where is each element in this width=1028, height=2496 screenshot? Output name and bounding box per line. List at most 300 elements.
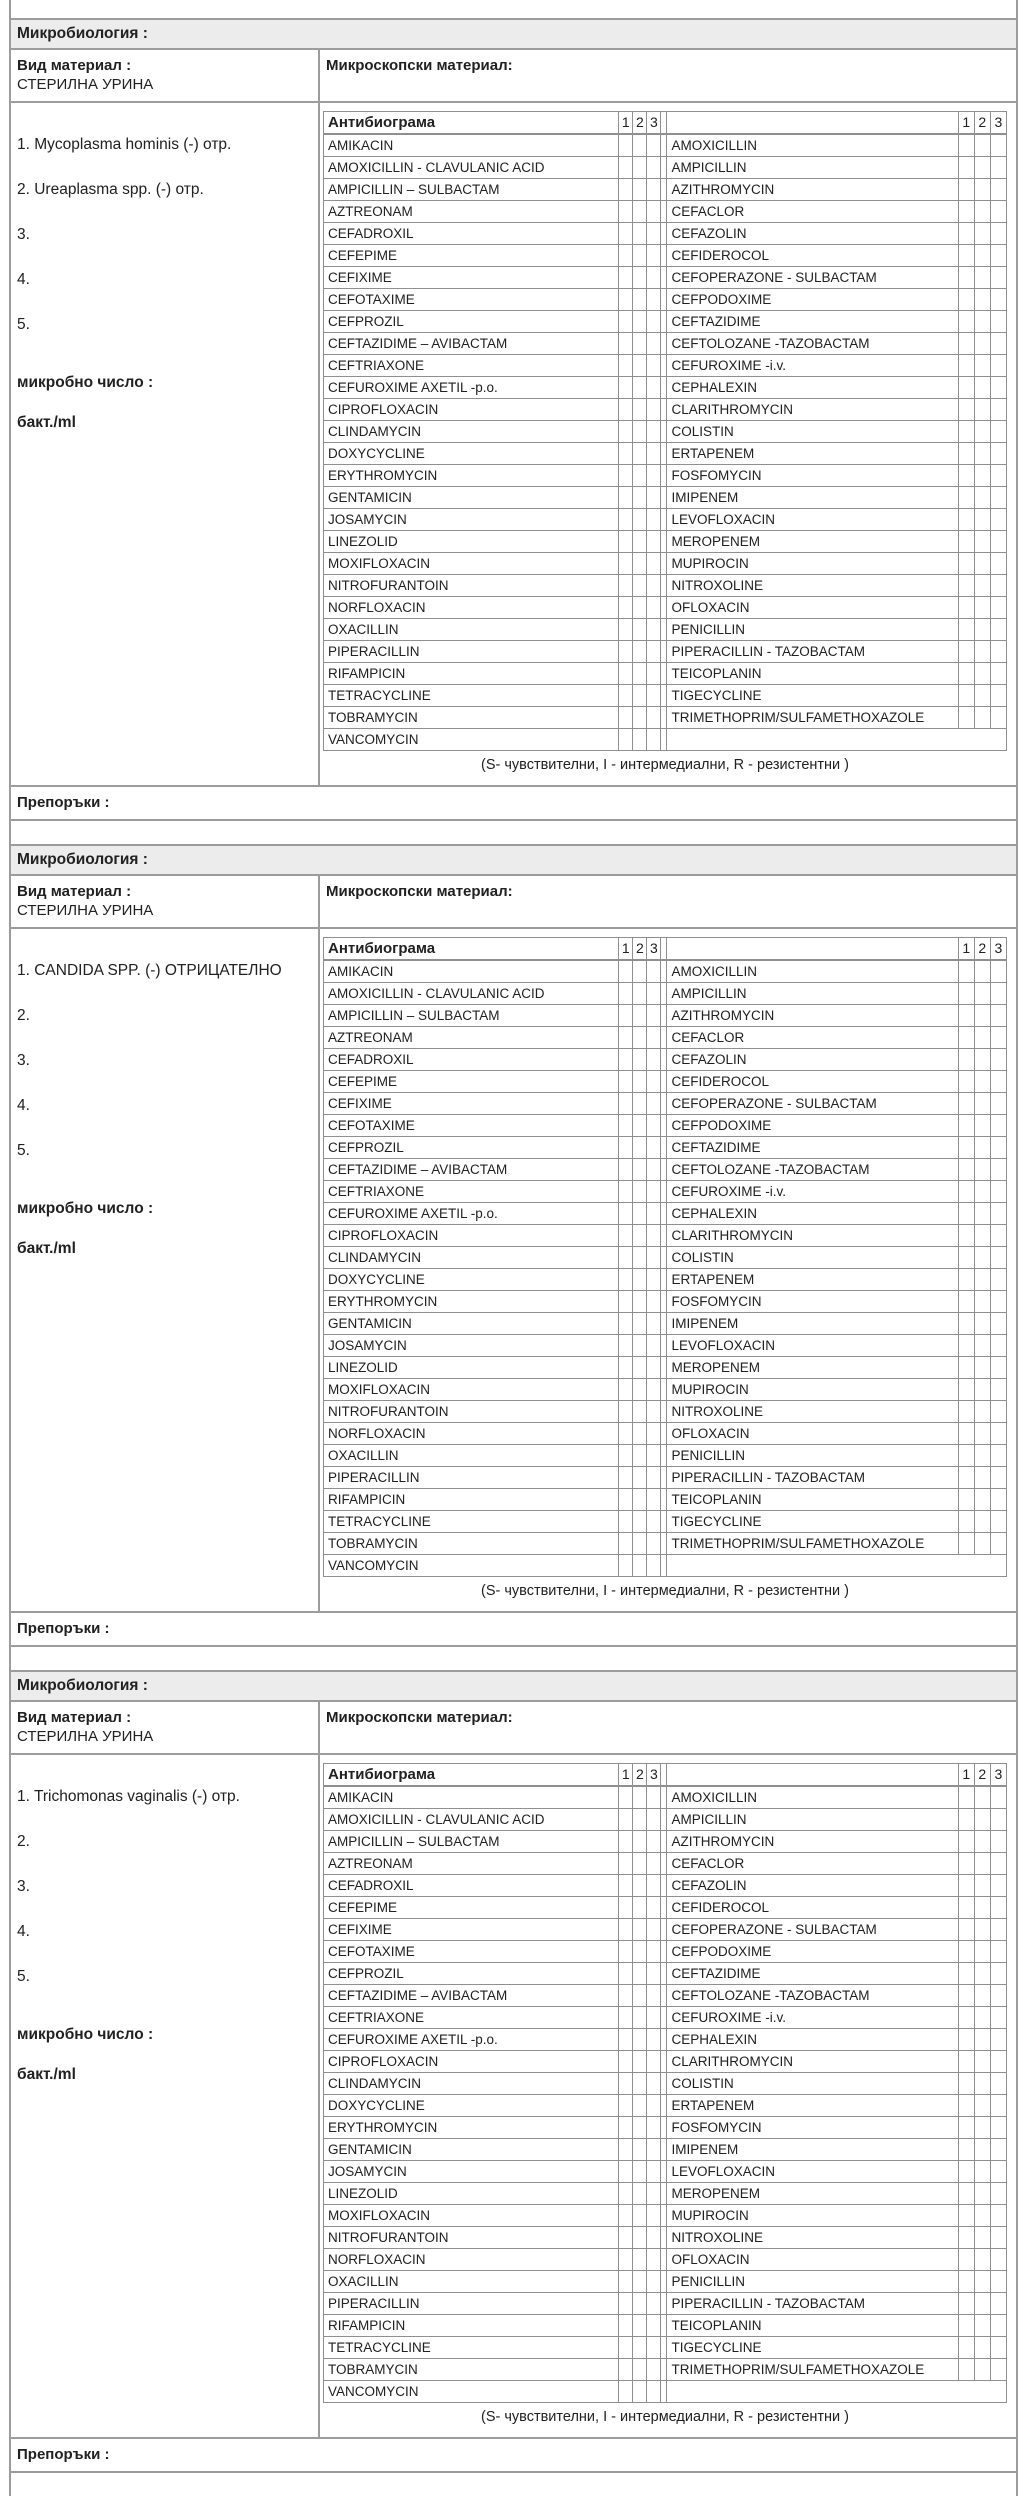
antibiotic-name: CEFTAZIDIME [667, 1963, 958, 1985]
antibiogram-row [324, 1401, 1007, 1423]
result-cell [619, 2315, 633, 2337]
result-cell [647, 2271, 661, 2293]
result-cell [633, 1071, 647, 1093]
result-cell [647, 553, 661, 575]
result-cell [974, 1225, 990, 1247]
result-cell [633, 1853, 647, 1875]
result-cell [990, 619, 1006, 641]
result-cell [633, 729, 647, 751]
result-cell [619, 487, 633, 509]
result-cell [633, 465, 647, 487]
result-cell [990, 1941, 1006, 1963]
antibiogram-row [324, 1357, 1007, 1379]
previous-section-remnant [11, 0, 1016, 18]
result-cell [619, 1093, 633, 1115]
antibiogram-row [324, 2161, 1007, 2183]
result-cell [647, 134, 661, 157]
antibiotic-name: AMOXICILLIN [667, 1786, 958, 1809]
antibiogram-header-row [324, 938, 1007, 961]
result-cell [974, 201, 990, 223]
result-cell [958, 333, 974, 355]
antibiogram-row [324, 1093, 1007, 1115]
result-cell [958, 1511, 974, 1533]
antibiotic-name: DOXYCYCLINE [324, 1269, 619, 1291]
result-cell [633, 1291, 647, 1313]
antibiotic-name: VANCOMYCIN [324, 2381, 619, 2403]
result-cell [958, 983, 974, 1005]
antibiotic-name: CEFUROXIME AXETIL -p.o. [324, 1203, 619, 1225]
result-cell [974, 685, 990, 707]
result-cell [990, 1467, 1006, 1489]
antibiotic-name: AMPICILLIN – SULBACTAM [324, 1005, 619, 1027]
result-cell [619, 289, 633, 311]
antibiogram-row [324, 333, 1007, 355]
result-cell [990, 1269, 1006, 1291]
result-cell [619, 575, 633, 597]
result-cell [974, 2007, 990, 2029]
antibiotic-name: TOBRAMYCIN [324, 707, 619, 729]
result-cell [647, 1489, 661, 1511]
antibiotic-name: CLINDAMYCIN [324, 1247, 619, 1269]
antibiotic-name: CIPROFLOXACIN [324, 2051, 619, 2073]
result-cell [633, 267, 647, 289]
result-cell [990, 289, 1006, 311]
antibiogram-row [324, 1786, 1007, 1809]
result-cell [958, 575, 974, 597]
result-cell [619, 1533, 633, 1555]
result-cell [990, 2359, 1006, 2381]
result-cell [619, 729, 633, 751]
result-cell [619, 157, 633, 179]
result-cell [633, 1489, 647, 1511]
antibiogram-row [324, 1049, 1007, 1071]
result-cell [647, 443, 661, 465]
result-cell [958, 1335, 974, 1357]
result-cell [647, 707, 661, 729]
result-cell [958, 421, 974, 443]
result-cell [990, 1225, 1006, 1247]
result-cell [633, 707, 647, 729]
result-cell [619, 509, 633, 531]
result-cell [633, 333, 647, 355]
result-cell [958, 1809, 974, 1831]
result-cell [619, 1357, 633, 1379]
material-type-label: Вид материал : [17, 883, 132, 900]
result-cell [633, 1533, 647, 1555]
results-row [11, 103, 1016, 787]
result-cell [633, 2249, 647, 2271]
result-cell [974, 960, 990, 983]
result-cell [958, 201, 974, 223]
result-cell [990, 2095, 1006, 2117]
result-cell [990, 1445, 1006, 1467]
result-cell [958, 289, 974, 311]
antibiotic-name: AMIKACIN [324, 960, 619, 983]
result-cell [633, 1897, 647, 1919]
result-cell [647, 1786, 661, 1809]
antibiogram-row [324, 289, 1007, 311]
antibiotic-name: COLISTIN [667, 1247, 958, 1269]
antibiogram-table [323, 111, 1007, 751]
antibiotic-name: CEPHALEXIN [667, 377, 958, 399]
result-cell [958, 1919, 974, 1941]
microbiology-section [11, 1670, 1016, 2473]
result-cell [958, 1489, 974, 1511]
antibiogram-row [324, 421, 1007, 443]
result-cell [647, 1919, 661, 1941]
result-cell [974, 1115, 990, 1137]
result-cell [619, 1831, 633, 1853]
result-cell [619, 2095, 633, 2117]
result-cell [974, 1963, 990, 1985]
antibiotic-name: AZITHROMYCIN [667, 1831, 958, 1853]
material-type-value: СТЕРИЛНА УРИНА [17, 902, 154, 919]
antibiotic-name: IMIPENEM [667, 1313, 958, 1335]
result-cell [990, 1831, 1006, 1853]
result-cell [647, 1071, 661, 1093]
section-title-bar [11, 1670, 1016, 1702]
antibiogram-row [324, 1269, 1007, 1291]
result-cell [633, 1247, 647, 1269]
result-cell [974, 1049, 990, 1071]
result-cell [958, 1313, 974, 1335]
material-row [11, 50, 1016, 103]
antibiotic-name: CEFAZOLIN [667, 223, 958, 245]
organism-item: 2. [17, 1007, 30, 1024]
antibiotic-name: CEFUROXIME -i.v. [667, 2007, 958, 2029]
antibiogram-row [324, 685, 1007, 707]
antibiotic-name: OXACILLIN [324, 2271, 619, 2293]
result-cell [990, 1919, 1006, 1941]
result-cell [990, 1093, 1006, 1115]
result-cell [633, 1919, 647, 1941]
antibiotic-name: CEFUROXIME -i.v. [667, 1181, 958, 1203]
result-cell [990, 157, 1006, 179]
antibiotic-name: CEFTRIAXONE [324, 355, 619, 377]
antibiotic-name: PIPERACILLIN [324, 2293, 619, 2315]
antibiotic-name: CLARITHROMYCIN [667, 399, 958, 421]
result-cell [990, 2337, 1006, 2359]
result-cell [633, 575, 647, 597]
result-cell [958, 597, 974, 619]
result-cell [647, 487, 661, 509]
result-cell [974, 333, 990, 355]
result-cell [990, 1005, 1006, 1027]
result-cell [958, 1445, 974, 1467]
result-cell [974, 641, 990, 663]
antibiotic-name: AZTREONAM [324, 1027, 619, 1049]
result-cell [647, 201, 661, 223]
result-cell [647, 399, 661, 421]
result-cell [647, 1941, 661, 1963]
result-cell [958, 487, 974, 509]
result-cell [990, 421, 1006, 443]
result-cell [990, 509, 1006, 531]
microbial-count-unit: бакт./ml [17, 2066, 76, 2083]
result-column-header: 1 [619, 112, 633, 135]
result-cell [647, 2337, 661, 2359]
result-cell [974, 311, 990, 333]
result-cell [633, 1005, 647, 1027]
microbial-count-label: микробно число : [17, 374, 154, 391]
result-cell [647, 267, 661, 289]
microscopy-cell [320, 876, 1016, 927]
result-cell [974, 2139, 990, 2161]
antibiotic-name: CEFTOLOZANE -TAZOBACTAM [667, 333, 958, 355]
result-cell [990, 1027, 1006, 1049]
result-cell [974, 1533, 990, 1555]
result-cell [958, 1533, 974, 1555]
result-cell [990, 1401, 1006, 1423]
section-gap [11, 821, 1016, 844]
result-cell [974, 2029, 990, 2051]
result-cell [647, 729, 661, 751]
antibiotic-name: CEFTAZIDIME – AVIBACTAM [324, 333, 619, 355]
result-cell [647, 2073, 661, 2095]
result-cell [619, 2051, 633, 2073]
result-cell [974, 2315, 990, 2337]
organism-item: 3. [17, 1878, 30, 1895]
result-cell [958, 1181, 974, 1203]
result-cell [990, 2293, 1006, 2315]
result-cell [647, 1467, 661, 1489]
result-cell [647, 311, 661, 333]
result-cell [633, 1379, 647, 1401]
result-cell [633, 2337, 647, 2359]
material-type-cell [11, 876, 320, 927]
antibiogram-title-right-spacer [667, 1764, 958, 1787]
result-cell [990, 1071, 1006, 1093]
antibiotic-name: MOXIFLOXACIN [324, 2205, 619, 2227]
result-cell [647, 1875, 661, 1897]
result-cell [619, 399, 633, 421]
antibiogram-row [324, 1027, 1007, 1049]
result-cell [647, 2183, 661, 2205]
result-cell [633, 245, 647, 267]
antibiotic-name: CEFOTAXIME [324, 1115, 619, 1137]
result-cell [974, 377, 990, 399]
material-type-value: СТЕРИЛНА УРИНА [17, 1728, 154, 1745]
antibiogram-row [324, 157, 1007, 179]
antibiogram-row [324, 2271, 1007, 2293]
antibiotic-name: CEFEPIME [324, 1897, 619, 1919]
result-cell [647, 2227, 661, 2249]
result-cell [633, 509, 647, 531]
antibiotic-name: TOBRAMYCIN [324, 1533, 619, 1555]
result-cell [619, 1225, 633, 1247]
result-column-header: 2 [974, 112, 990, 135]
result-cell [633, 311, 647, 333]
antibiotic-name: LEVOFLOXACIN [667, 509, 958, 531]
result-cell [990, 311, 1006, 333]
result-cell [633, 157, 647, 179]
antibiotic-name: GENTAMICIN [324, 2139, 619, 2161]
result-cell [974, 2117, 990, 2139]
result-cell [958, 1941, 974, 1963]
result-cell [619, 201, 633, 223]
antibiotic-name: DOXYCYCLINE [324, 443, 619, 465]
result-cell [619, 1027, 633, 1049]
result-cell [958, 1897, 974, 1919]
result-cell [958, 1247, 974, 1269]
antibiotic-name: AMOXICILLIN - CLAVULANIC ACID [324, 983, 619, 1005]
empty-end-cell [667, 2381, 1007, 2403]
result-cell [647, 1357, 661, 1379]
result-column-header: 3 [647, 938, 661, 961]
result-cell [647, 2381, 661, 2403]
result-cell [619, 2337, 633, 2359]
result-cell [633, 1555, 647, 1577]
result-cell [958, 1115, 974, 1137]
result-cell [633, 1225, 647, 1247]
section-title: Микробиология : [17, 851, 148, 868]
result-cell [990, 1379, 1006, 1401]
result-cell [619, 2073, 633, 2095]
antibiogram-row [324, 619, 1007, 641]
result-cell [974, 1897, 990, 1919]
result-cell [958, 465, 974, 487]
result-cell [974, 2161, 990, 2183]
antibiogram-row [324, 2227, 1007, 2249]
antibiotic-name: CEFPODOXIME [667, 1941, 958, 1963]
result-cell [958, 1203, 974, 1225]
result-cell [958, 2183, 974, 2205]
antibiotic-name: TETRACYCLINE [324, 2337, 619, 2359]
antibiotic-name: TIGECYCLINE [667, 2337, 958, 2359]
result-cell [958, 223, 974, 245]
result-cell [633, 531, 647, 553]
antibiotic-name: ERYTHROMYCIN [324, 1291, 619, 1313]
result-cell [619, 245, 633, 267]
organism-list [11, 1755, 320, 2437]
result-cell [990, 377, 1006, 399]
antibiotic-name: CIPROFLOXACIN [324, 1225, 619, 1247]
antibiotic-name: NITROFURANTOIN [324, 575, 619, 597]
result-cell [958, 509, 974, 531]
antibiotic-name: MEROPENEM [667, 1357, 958, 1379]
antibiogram-row [324, 1159, 1007, 1181]
result-cell [633, 201, 647, 223]
antibiotic-name: CEFOPERAZONE - SULBACTAM [667, 1919, 958, 1941]
result-cell [647, 641, 661, 663]
organism-item: 5. [17, 316, 30, 333]
result-cell [647, 619, 661, 641]
antibiotic-name: OXACILLIN [324, 1445, 619, 1467]
antibiotic-name: CEFIDEROCOL [667, 1897, 958, 1919]
antibiotic-name: CEFTRIAXONE [324, 2007, 619, 2029]
result-cell [647, 2029, 661, 2051]
result-cell [647, 289, 661, 311]
result-cell [990, 553, 1006, 575]
recommendations-row [11, 1613, 1016, 1647]
result-cell [619, 1511, 633, 1533]
antibiotic-name: CEFADROXIL [324, 223, 619, 245]
recommendations-row [11, 787, 1016, 821]
result-cell [958, 267, 974, 289]
antibiotic-name: PIPERACILLIN [324, 1467, 619, 1489]
result-cell [647, 377, 661, 399]
result-cell [619, 2359, 633, 2381]
result-cell [990, 2161, 1006, 2183]
result-cell [619, 619, 633, 641]
result-cell [633, 2073, 647, 2095]
antibiogram-row [324, 1423, 1007, 1445]
result-cell [958, 2007, 974, 2029]
result-cell [974, 1027, 990, 1049]
result-cell [990, 399, 1006, 421]
antibiotic-name: CEFACLOR [667, 1853, 958, 1875]
organism-item: 2. Ureaplasma spp. (-) отр. [17, 181, 204, 198]
result-cell [619, 1401, 633, 1423]
result-cell [990, 2183, 1006, 2205]
antibiotic-name: PIPERACILLIN - TAZOBACTAM [667, 641, 958, 663]
result-cell [633, 641, 647, 663]
result-cell [619, 1181, 633, 1203]
antibiotic-name: AMOXICILLIN [667, 134, 958, 157]
result-cell [633, 1093, 647, 1115]
antibiogram-row [324, 1071, 1007, 1093]
result-cell [633, 1137, 647, 1159]
result-cell [990, 575, 1006, 597]
result-cell [958, 1049, 974, 1071]
result-cell [633, 1401, 647, 1423]
result-cell [958, 134, 974, 157]
antibiotic-name: GENTAMICIN [324, 1313, 619, 1335]
result-cell [974, 1875, 990, 1897]
recommendations-row [11, 2439, 1016, 2473]
antibiotic-name: AMPICILLIN [667, 157, 958, 179]
result-cell [958, 2205, 974, 2227]
result-cell [619, 2183, 633, 2205]
result-cell [974, 1941, 990, 1963]
result-cell [647, 1115, 661, 1137]
result-cell [619, 2249, 633, 2271]
result-cell [647, 960, 661, 983]
result-cell [647, 2117, 661, 2139]
result-cell [958, 2249, 974, 2271]
result-cell [974, 663, 990, 685]
result-cell [974, 1159, 990, 1181]
result-cell [647, 1379, 661, 1401]
antibiogram-row [324, 1875, 1007, 1897]
microbiology-section [11, 844, 1016, 1647]
result-cell [958, 1786, 974, 1809]
result-cell [647, 1809, 661, 1831]
result-cell [619, 1941, 633, 1963]
result-cell [958, 960, 974, 983]
result-cell [647, 1533, 661, 1555]
antibiotic-name: OFLOXACIN [667, 2249, 958, 2271]
result-cell [633, 1445, 647, 1467]
antibiotic-name: CEFPODOXIME [667, 289, 958, 311]
result-cell [647, 509, 661, 531]
sir-legend: (S- чувствителни, I - интермедиални, R - резистентни ) [481, 757, 849, 773]
antibiotic-name: MUPIROCIN [667, 553, 958, 575]
organism-item: 5. [17, 1968, 30, 1985]
result-cell [990, 1159, 1006, 1181]
microscopy-label: Микроскопски материал: [326, 883, 513, 900]
result-cell [974, 2095, 990, 2117]
antibiotic-name: TETRACYCLINE [324, 1511, 619, 1533]
antibiotic-name: RIFAMPICIN [324, 2315, 619, 2337]
antibiotic-name: MEROPENEM [667, 2183, 958, 2205]
result-cell [990, 2205, 1006, 2227]
result-cell [619, 1049, 633, 1071]
result-cell [958, 1005, 974, 1027]
result-cell [990, 1985, 1006, 2007]
antibiotic-name: MEROPENEM [667, 531, 958, 553]
result-cell [647, 1853, 661, 1875]
